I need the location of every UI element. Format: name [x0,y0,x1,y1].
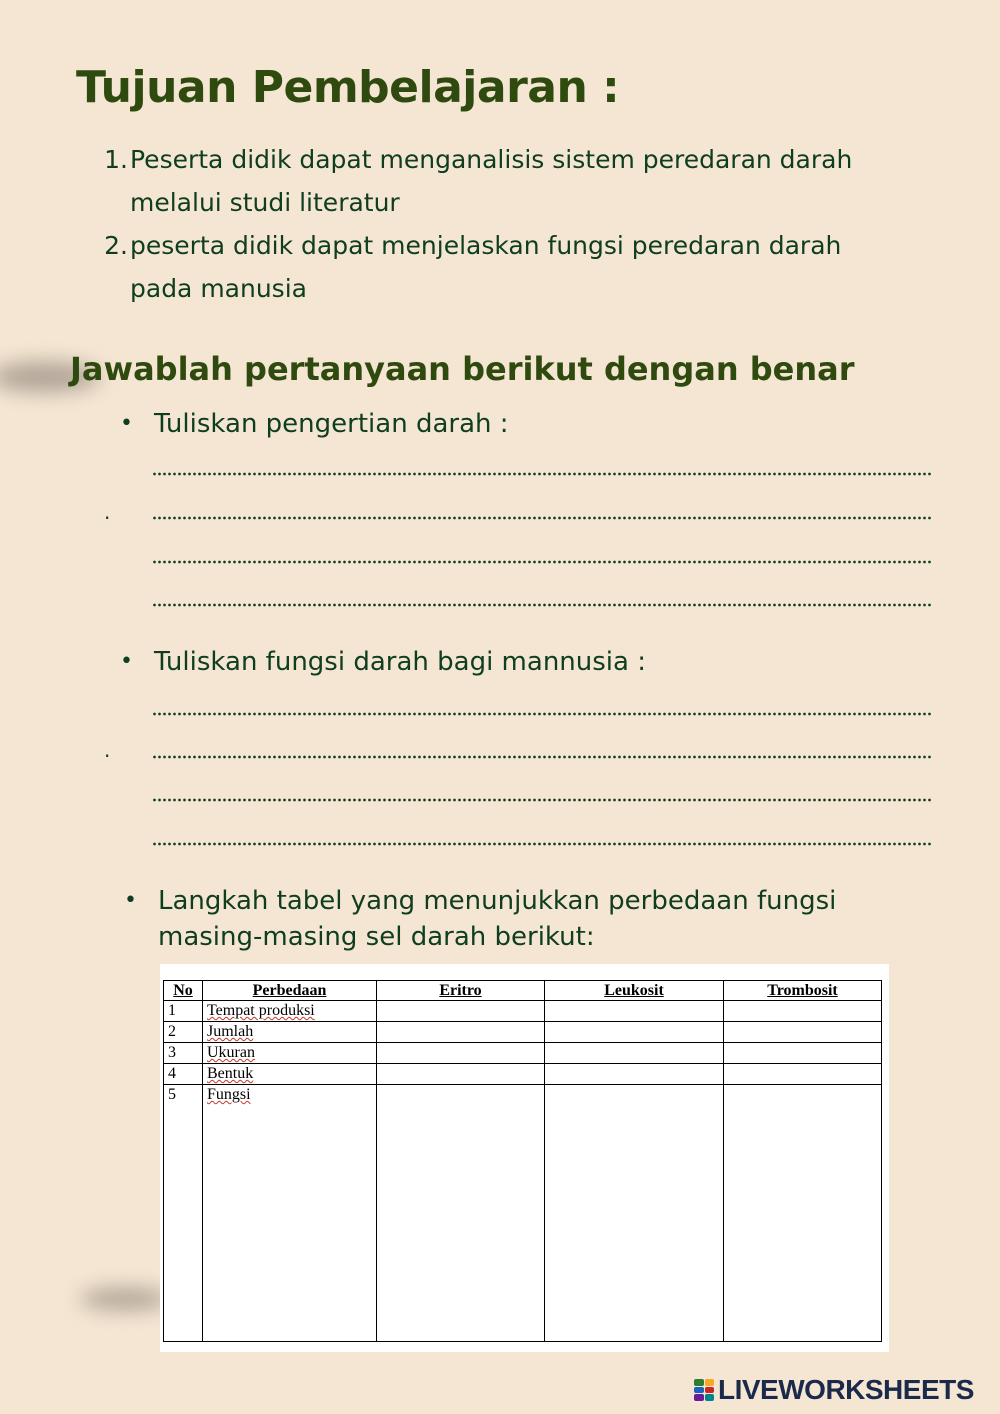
answer-line[interactable] [152,755,932,759]
answer-line[interactable] [152,798,932,802]
row-number: 5 [164,1085,203,1342]
objective-text [130,138,930,224]
answer-line[interactable] [152,472,932,476]
table-header-row [164,981,882,1001]
answer-line[interactable] [152,603,932,607]
cell-eritro[interactable] [377,1043,545,1064]
row-number: 1 [164,1001,203,1022]
row-label-text: Ukuran [207,1044,255,1061]
page-title: Tujuan Pembelajaran : [76,62,620,113]
shadow-smudge [80,1288,170,1310]
objective-line: melalui studi literatur [130,188,400,217]
header-eritro: Eritro [377,981,545,1001]
logo-square [705,1387,715,1394]
objective-item [100,224,930,310]
cell-eritro[interactable] [377,1022,545,1043]
stray-mark: . [104,500,111,524]
cell-trombosit[interactable] [724,1043,882,1064]
cell-eritro[interactable] [377,1085,545,1342]
cell-eritro[interactable] [377,1001,545,1022]
cell-leukosit[interactable] [545,1085,724,1342]
table-row [164,1001,882,1022]
row-label-text: Jumlah [207,1023,254,1040]
row-label [203,1001,377,1022]
objective-line: Peserta didik dapat menganalisis sistem peredaran darah [130,145,853,174]
cell-leukosit[interactable] [545,1064,724,1085]
answer-line[interactable] [152,516,932,520]
comparison-table-image [160,964,889,1352]
objective-number: 1. [104,145,128,174]
cell-trombosit[interactable] [724,1085,882,1342]
table-row [164,1064,882,1085]
header-perbedaan: Perbedaan [203,981,377,1001]
liveworksheets-logo[interactable] [694,1374,974,1406]
row-number: 2 [164,1022,203,1043]
objective-item [100,138,930,224]
question-line: Langkah tabel yang menunjukkan perbedaan fungsi [158,886,837,916]
question-line: masing-masing sel darah berikut: [158,922,595,952]
row-label-text: Bentuk [207,1065,254,1082]
comparison-table [163,980,882,1342]
logo-square [694,1387,704,1394]
stray-mark: . [104,738,111,762]
row-label-text: Fungsi [207,1086,251,1103]
table-row [164,1022,882,1043]
brand-name: LIVEWORKSHEETS [718,1374,974,1405]
row-number: 4 [164,1064,203,1085]
question-item [124,883,836,955]
cell-leukosit[interactable] [545,1001,724,1022]
answer-line[interactable] [152,712,932,716]
row-label [203,1085,377,1342]
objective-line: peserta didik dapat menjelaskan fungsi peredaran darah [130,231,842,260]
bullet-icon: • [120,411,133,436]
logo-square [694,1379,704,1386]
table-row [164,1043,882,1064]
cell-leukosit[interactable] [545,1043,724,1064]
logo-square [705,1394,715,1401]
question-text [158,883,836,955]
row-label [203,1022,377,1043]
objective-number: 2. [104,231,128,260]
logo-square [705,1379,715,1386]
header-no: No [164,981,203,1001]
cell-trombosit[interactable] [724,1022,882,1043]
objective-text [130,224,930,310]
question-text: Tuliskan fungsi darah bagi mannusia : [154,647,646,677]
cell-trombosit[interactable] [724,1001,882,1022]
header-trombosit: Trombosit [724,981,882,1001]
row-label-text: Tempat produksi [207,1002,315,1019]
table-row [164,1085,882,1342]
objectives-list [100,138,930,310]
objective-line: pada manusia [130,274,307,303]
logo-square [694,1394,704,1401]
cell-eritro[interactable] [377,1064,545,1085]
cell-leukosit[interactable] [545,1022,724,1043]
header-leukosit: Leukosit [545,981,724,1001]
question-item [120,644,646,680]
row-label [203,1064,377,1085]
bullet-icon: • [124,888,137,913]
answer-line[interactable] [152,842,932,846]
answer-line[interactable] [152,560,932,564]
section-title: Jawablah pertanyaan berikut dengan benar [70,350,855,388]
question-item [120,406,509,442]
question-text: Tuliskan pengertian darah : [154,409,509,439]
row-number: 3 [164,1043,203,1064]
liveworksheets-icon [694,1379,714,1401]
bullet-icon: • [120,649,133,674]
row-label [203,1043,377,1064]
cell-trombosit[interactable] [724,1064,882,1085]
